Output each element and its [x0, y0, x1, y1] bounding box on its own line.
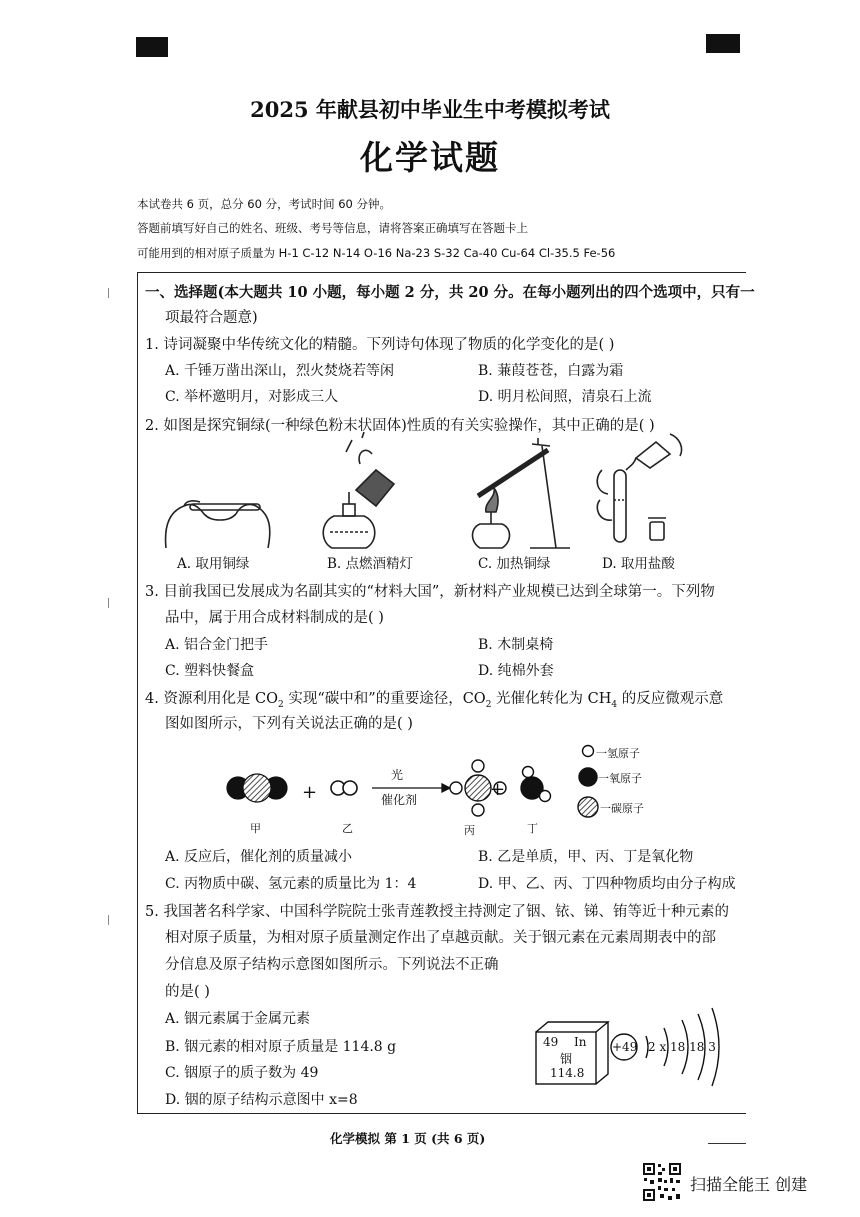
footer-rule [708, 1143, 746, 1144]
exam-title: 2025 年献县初中毕业生中考模拟考试 [250, 97, 610, 122]
element-atomic-number: 49 [543, 1035, 559, 1049]
question-4-stem-cont: 图如图所示，下列有关说法正确的是( ) [165, 716, 413, 732]
q4-option-c: C. 丙物质中碳、氢元素的质量比为 1：4 [165, 876, 417, 892]
section-heading-cont: 项最符合题意) [165, 310, 258, 326]
q2-option-d: D. 取用盐酸 [602, 556, 675, 572]
q3-option-c: C. 塑料快餐盒 [165, 663, 255, 679]
legend-symbols [578, 746, 598, 818]
q1-option-a: A. 千锤万凿出深山，烈火焚烧若等闲 [165, 363, 395, 379]
alcohol-lamp-figure [323, 432, 394, 548]
hands-holding-tube-figure [166, 501, 270, 548]
q5-option-a: A. 铟元素属于金属元素 [165, 1011, 311, 1027]
page-footer: 化学模拟 第 1 页 (共 6 页) [330, 1131, 486, 1146]
arrow-condition-light: 光 [391, 768, 404, 782]
question-5-stem-cont: 相对原子质量，为相对原子质量测定作出了卓越贡献。关于铟元素在元素周期表中的部 [165, 930, 716, 946]
question-2-stem: 2. 如图是探究铜绿(一种绿色粉末状固体)性质的有关实验操作，其中正确的是( ) [145, 418, 655, 434]
q4-option-b: B. 乙是单质，甲、丙、丁是氧化物 [478, 849, 694, 865]
q5-option-b: B. 铟元素的相对原子质量是 114.8 g [165, 1039, 397, 1055]
legend-hydrogen: 一氢原子 [596, 747, 640, 760]
section-heading: 一、选择题(本大题共 10 小题，每小题 2 分，共 20 分。在每小题列出的四个选项中，只有一 [145, 284, 755, 301]
element-name: 铟 [560, 1052, 573, 1066]
q1-option-b: B. 蒹葭苍苍，白露为霜 [478, 363, 624, 379]
margin-tick [108, 915, 109, 925]
pouring-acid-figure [597, 434, 681, 542]
legend-oxygen: 一氧原子 [598, 772, 642, 785]
question-5-stem-cont: 分信息及原子结构示意图如图所示。下列说法不正确 [165, 957, 499, 973]
label-bing: 丙 [464, 824, 475, 837]
q2-lab-illustrations [150, 430, 710, 552]
margin-tick [108, 598, 109, 608]
question-5-stem: 5. 我国著名科学家、中国科学院院士张青莲教授主持测定了铟、铱、锑、铕等近十种元素的 [145, 904, 729, 920]
atomic-mass-line: 可能用到的相对原子质量为 H-1 C-12 N-14 O-16 Na-23 S-32 Ca-40 Cu-64 Cl-35.5 Fe-56 [137, 246, 616, 260]
heating-tube-figure [473, 438, 571, 548]
q3-option-b: B. 木制桌椅 [478, 637, 554, 653]
q2-option-c: C. 加热铜绿 [478, 556, 551, 572]
plus-sign: + [302, 782, 318, 803]
question-1-stem: 1. 诗词凝聚中华传统文化的精髓。下列诗句体现了物质的化学变化的是( ) [145, 337, 615, 353]
arrow-condition-catalyst: 催化剂 [381, 793, 418, 807]
label-yi: 乙 [342, 822, 353, 835]
q2-option-a: A. 取用铜绿 [177, 556, 250, 572]
margin-tick [108, 288, 109, 298]
q2-option-b: B. 点燃酒精灯 [327, 556, 414, 572]
label-ding: 丁 [527, 822, 538, 835]
instruction-line: 本试卷共 6 页，总分 60 分，考试时间 60 分钟。 [137, 197, 392, 211]
label-jia: 甲 [250, 822, 261, 835]
question-4-stem: 4. 资源利用化是 $CO_2$ 实现“碳中和”的重要途径，$CO_2$ 光催化转化为 $CH_4$ 的反应微观示意 [145, 691, 724, 710]
h2o-molecule [521, 767, 551, 802]
instruction-line: 答题前填写好自己的姓名、班级、考号等信息，请将答案正确填写在答题卡上 [137, 221, 528, 235]
q5-option-d: D. 铟的原子结构示意图中 x=8 [165, 1092, 358, 1108]
co2-molecule [227, 774, 287, 802]
question-5-stem-cont: 的是( ) [165, 984, 210, 1000]
q5-option-c: C. 铟原子的质子数为 49 [165, 1065, 319, 1081]
electron-shells: 2 x 18 18 3 [648, 1040, 716, 1054]
qr-code-icon [642, 1162, 682, 1202]
registration-mark-right [706, 34, 740, 53]
q4-option-d: D. 甲、乙、丙、丁四种物质均由分子构成 [478, 876, 736, 892]
legend-carbon: 一碳原子 [600, 802, 644, 815]
q3-option-a: A. 铝合金门把手 [165, 637, 269, 653]
q4-option-a: A. 反应后，催化剂的质量减小 [165, 849, 353, 865]
scanner-watermark: 扫描全能王 创建 [690, 1175, 808, 1194]
q1-option-c: C. 举杯邀明月，对影成三人 [165, 389, 339, 405]
element-mass: 114.8 [550, 1066, 585, 1080]
registration-mark-left [136, 37, 168, 57]
nucleus-charge: +49 [612, 1040, 638, 1054]
h2-molecule [331, 781, 357, 795]
question-3-stem: 3. 目前我国已发展成为名副其实的“材料大国”，新材料产业规模已达到全球第一。下列物 [145, 584, 715, 600]
element-symbol: In [574, 1035, 587, 1049]
exam-subject: 化学试题 [360, 138, 500, 177]
plus-sign: + [490, 779, 506, 800]
q1-option-d: D. 明月松间照，清泉石上流 [478, 389, 652, 405]
q3-option-d: D. 纯棉外套 [478, 663, 554, 679]
question-3-stem-cont: 品中，属于用合成材料制成的是( ) [165, 610, 384, 626]
